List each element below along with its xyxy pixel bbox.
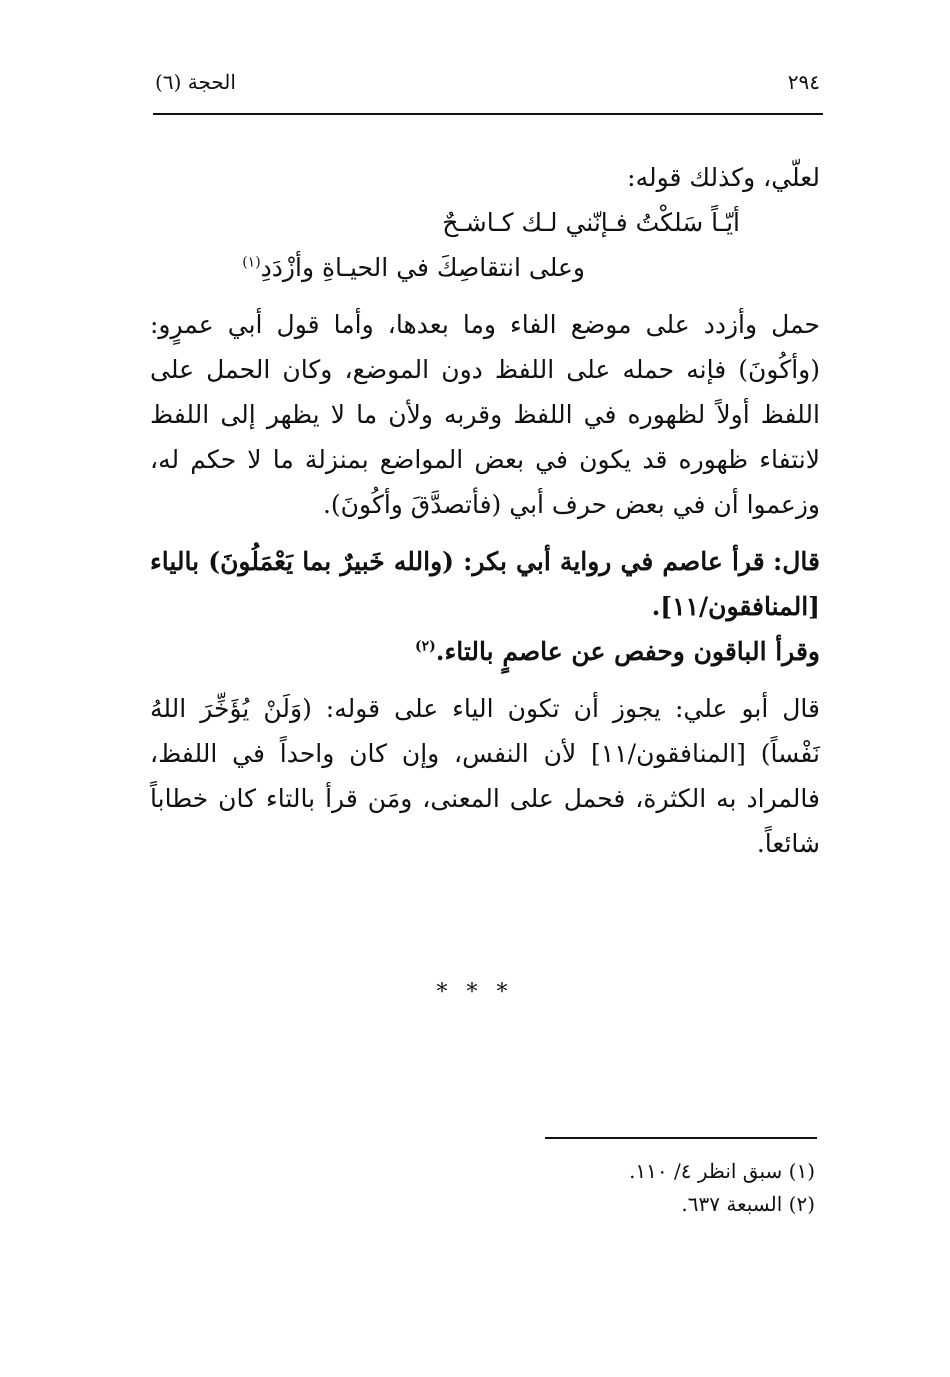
- footnote-1: (١) سبق انظر ٤/ ١١٠.: [629, 1159, 815, 1183]
- intro-line: لعلّي، وكذلك قوله:: [627, 163, 820, 192]
- qala-text: قرأ عاصم في رواية أبي بكر: (والله خَبيرٌ بما يَعْمَلُونَ) بالياء [المنافقون/١١].: [150, 547, 820, 621]
- qala-paragraph: [150, 539, 820, 629]
- footnote-rule: [545, 1137, 817, 1139]
- footnote-ref-1: (١): [242, 254, 261, 271]
- main-text: [150, 155, 820, 866]
- section-separator: * * *: [436, 980, 514, 1005]
- qala-label: قال:: [773, 547, 820, 576]
- page-header: [155, 62, 820, 102]
- header-rule: [153, 113, 823, 115]
- poem-verse-2: [150, 245, 820, 290]
- paragraph-2: قال أبو علي: يجوز أن تكون الياء على قوله: (وَلَنْ يُؤَخِّرَ اللهُ نَفْساً) [المنافقون/١١] لأن النفس، وإن كان واحداً في اللفظ، فالمراد به الكثرة، فحمل على المعنى، ومَن قرأ بالتاء كان خطاباً شائعاً.: [150, 694, 820, 858]
- poem-verse-1: أيّـاً سَلكْتُ فـإنّني لـك كـاشـحٌ: [442, 208, 740, 237]
- running-title: الحجة (٦): [155, 70, 236, 94]
- footnotes: [400, 1155, 815, 1221]
- page-number: ٢٩٤: [787, 70, 820, 94]
- poem-verse-2-text: وعلى انتقاصِكَ في الحيـاةِ وأزْدَدِ: [260, 253, 585, 282]
- paragraph-1: حمل وأزدد على موضع الفاء وما بعدها، وأما قول أبي عمرٍو: (وأكُونَ) فإنه حمله على اللفظ دون الموضع، وكان الحمل على اللفظ أولاً لظهوره في اللفظ وقربه ولأن ما لا يظهر إلى اللفظ لانتفاء ظهوره قد يكون في بعض المواضع بمنزلة ما لا حكم له، وزعموا أن في بعض حرف أبي (فأتصدَّقَ وأكُونَ).: [150, 310, 820, 519]
- footnote-ref-2: (٢): [415, 638, 436, 655]
- poem: [150, 200, 820, 290]
- remaining-readers-text: وقرأ الباقون وحفص عن عاصمٍ بالتاء.: [435, 637, 820, 666]
- remaining-readers: [150, 629, 820, 674]
- footnote-2: (٢) السبعة ٦٣٧.: [681, 1192, 815, 1216]
